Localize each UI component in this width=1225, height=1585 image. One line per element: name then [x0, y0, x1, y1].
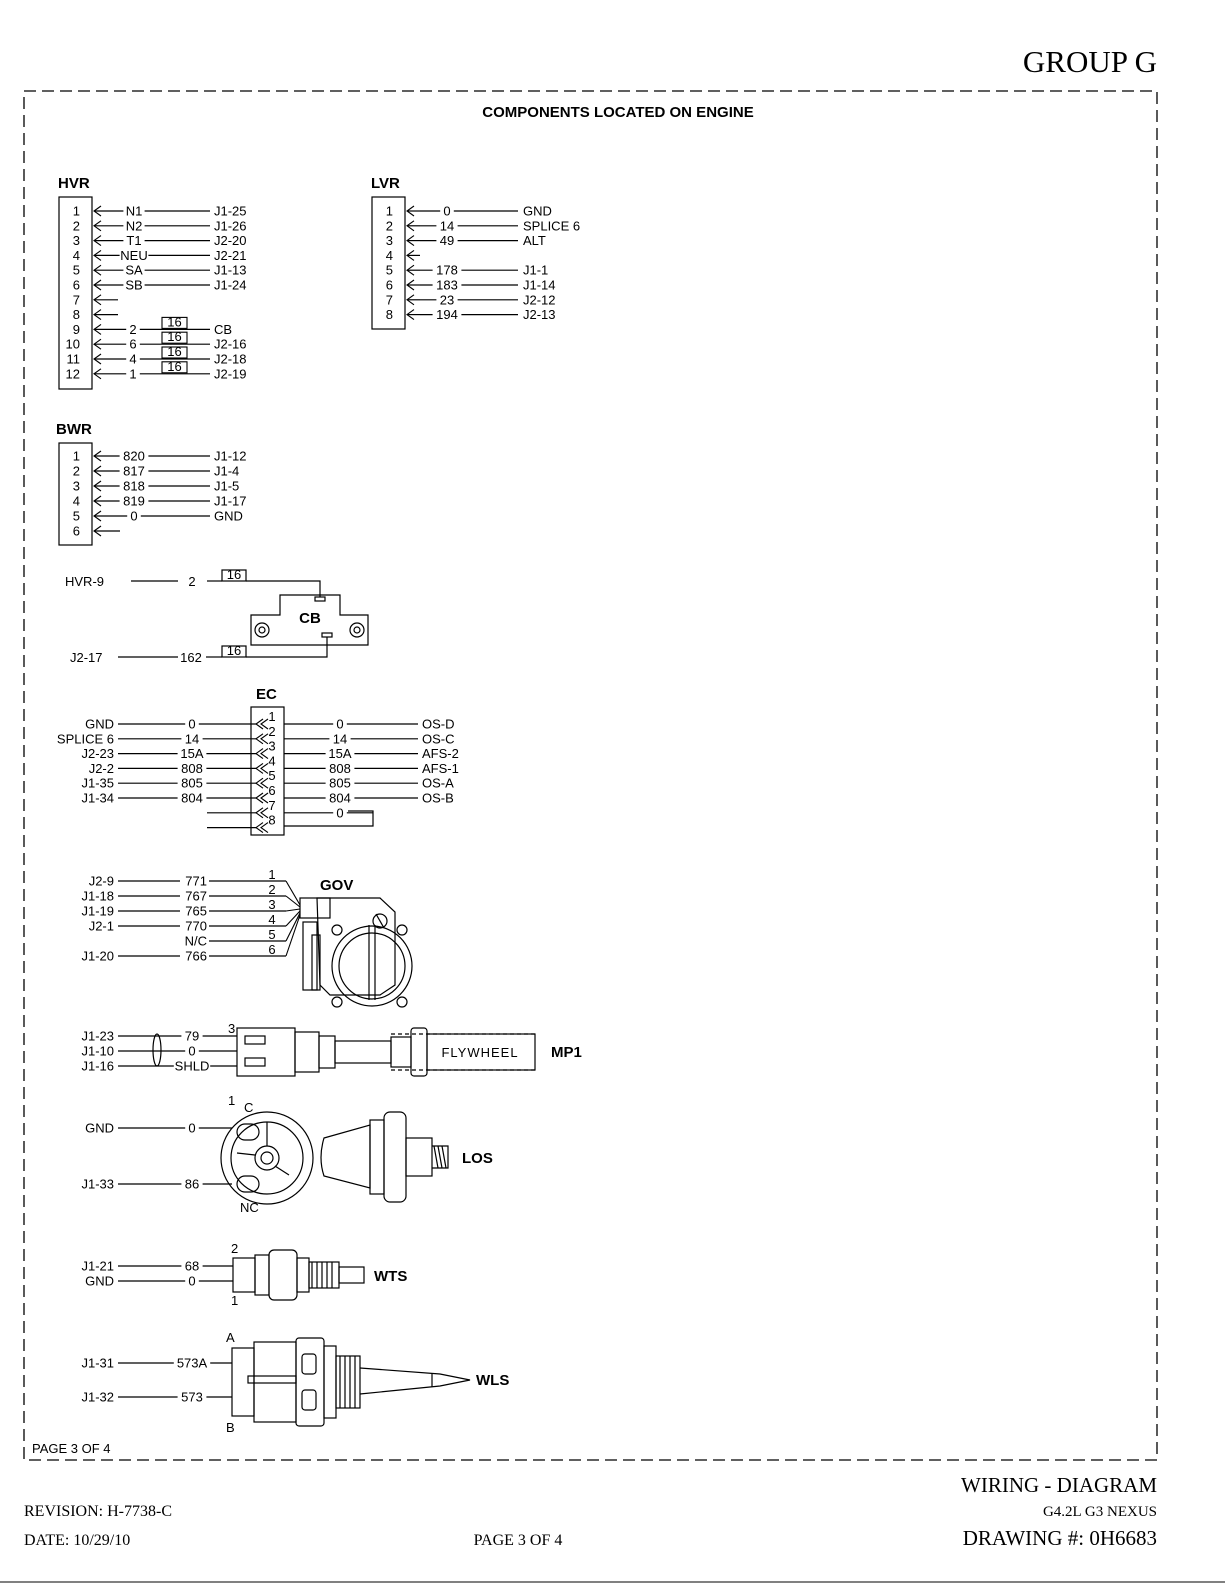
los-pin-bottom: NC	[240, 1200, 259, 1215]
los-wire-number: 86	[184, 1176, 200, 1192]
cb-top-wire: 2	[188, 574, 196, 589]
hvr-fuse-label: 16	[167, 358, 182, 374]
ec-left-wire: 804	[181, 790, 203, 806]
ec-left-source: J2-23	[81, 746, 114, 762]
hvr-fuse-label: 16	[167, 344, 182, 359]
title-block	[0, 1473, 1225, 1582]
lvr-pin-row	[386, 248, 420, 263]
mp1-source: J1-23	[81, 1028, 114, 1044]
ec-right-destination: AFS-2	[422, 746, 459, 762]
mp1-body-text: FLYWHEEL	[441, 1045, 519, 1060]
lvr-pin-row	[386, 218, 580, 233]
ec-left-source: J1-35	[81, 775, 114, 791]
lvr-pin-row	[386, 278, 556, 293]
bwr-connector	[56, 421, 247, 545]
bwr-pin-row	[73, 494, 247, 509]
gov-wire-number: 770	[185, 918, 207, 934]
gov-source: J1-18	[81, 888, 114, 904]
diagram-page-note: PAGE 3 OF 4	[32, 1441, 111, 1456]
hvr-pin-row	[73, 218, 247, 233]
mp1-wire-number: SHLD	[174, 1058, 210, 1074]
diagram-title: COMPONENTS LOCATED ON ENGINE	[482, 104, 754, 121]
wls-level-switch	[81, 1330, 509, 1435]
hvr-destination: J2-16	[214, 336, 247, 352]
hvr-pin-number: 6	[72, 277, 80, 293]
hvr-pin-number: 3	[72, 233, 80, 249]
lvr-destination: J1-1	[523, 262, 549, 278]
los-source: J1-33	[81, 1176, 114, 1192]
ec-right-wire: 805	[329, 775, 351, 791]
wls-wire-row	[81, 1356, 232, 1371]
mp1-pin-bottom: 1	[228, 1093, 236, 1108]
wts-source: J1-21	[81, 1258, 114, 1274]
hvr-wire-number: N2	[125, 218, 143, 234]
gov-source: J1-19	[81, 903, 114, 919]
bwr-label: BWR	[56, 421, 92, 438]
ec-pin-number: 6	[268, 783, 276, 798]
bwr-pin-number: 6	[72, 523, 80, 539]
hvr-pin-number: 2	[72, 218, 80, 234]
bwr-pin-number: 2	[72, 463, 80, 479]
hvr-destination: J1-13	[214, 262, 247, 278]
bwr-wire-number: 818	[123, 478, 145, 494]
lvr-pin-number: 5	[385, 262, 393, 278]
hvr-destination: J1-26	[214, 218, 247, 234]
revision: REVISION: H-7738-C	[24, 1503, 172, 1520]
hvr-wire-number: NEU	[120, 247, 148, 263]
bwr-wire-number: 819	[123, 493, 145, 509]
lvr-pin-row	[386, 263, 549, 278]
lvr-wire-number: 14	[439, 218, 455, 234]
lvr-pin-number: 4	[385, 247, 393, 263]
wts-pin-top: 2	[231, 1241, 239, 1256]
lvr-wire-number: 23	[439, 292, 455, 308]
hvr-pin-row	[73, 314, 232, 337]
lvr-pin-number: 3	[385, 233, 393, 249]
gov-source: J2-9	[88, 873, 114, 889]
gov-wire-number: 765	[185, 903, 207, 919]
hvr-pin-number: 10	[65, 336, 80, 352]
cb-label: CB	[299, 610, 321, 627]
wts-temp-sender	[81, 1241, 407, 1308]
lvr-wire-number: 0	[443, 203, 451, 219]
gov-pin-number: 1	[268, 867, 276, 882]
mp1-label: MP1	[551, 1044, 582, 1061]
lvr-destination: J2-12	[523, 292, 556, 308]
los-wire-row	[85, 1121, 232, 1136]
los-oil-switch	[81, 1100, 492, 1215]
ec-connector	[57, 686, 459, 835]
lvr-wire-number: 194	[436, 307, 458, 323]
lvr-pin-number: 7	[385, 292, 393, 308]
cb-bottom-source: J2-17	[70, 650, 103, 665]
hvr-pin-number: 1	[72, 203, 80, 219]
bwr-destination: J1-17	[214, 493, 247, 509]
los-source: GND	[85, 1120, 114, 1136]
gov-pin-number: 6	[268, 942, 276, 957]
cb-top-fuse: 16	[226, 567, 242, 582]
bwr-pin-row	[73, 524, 120, 539]
mp1-wire-number: 0	[188, 1043, 196, 1059]
los-pin-top: C	[244, 1100, 254, 1115]
hvr-wire-number: 2	[129, 321, 137, 337]
ec-right-destination: OS-B	[422, 790, 454, 806]
bwr-pin-number: 4	[72, 493, 80, 509]
ec-left-wire: 0	[188, 716, 196, 732]
hvr-pin-number: 12	[65, 366, 80, 382]
mp1-pin-top: 3	[228, 1021, 236, 1036]
ec-pin-row	[57, 724, 455, 747]
hvr-wire-number: SB	[125, 277, 143, 293]
wls-source: J1-31	[81, 1355, 114, 1371]
gov-wire-number: 767	[185, 888, 207, 904]
hvr-pin-number: 9	[72, 321, 80, 337]
lvr-pin-number: 1	[385, 203, 393, 219]
ec-left-source: SPLICE 6	[56, 731, 114, 747]
lvr-destination: J2-13	[523, 307, 556, 323]
ec-right-wire: 808	[329, 760, 351, 776]
ec-left-source: J2-2	[88, 760, 114, 776]
ec-left-source: GND	[85, 716, 114, 732]
wts-wire-number: 68	[184, 1258, 200, 1274]
bwr-destination: J1-5	[214, 478, 240, 494]
wts-wire-row	[85, 1274, 233, 1289]
ec-pin-number: 7	[268, 797, 276, 813]
ec-left-wire: 15A	[180, 746, 204, 762]
ec-right-destination: OS-A	[422, 775, 454, 791]
mp1-wire-row	[81, 1059, 237, 1074]
drawing-title: WIRING - DIAGRAM	[961, 1473, 1157, 1497]
ec-pin-number: 2	[268, 723, 276, 739]
hvr-fuse-label: 16	[167, 329, 182, 345]
hvr-pin-row	[73, 278, 247, 293]
group-heading: GROUP G	[1022, 44, 1157, 79]
date: DATE: 10/29/10	[24, 1532, 131, 1549]
lvr-wire-number: 49	[439, 233, 455, 249]
bwr-pin-row	[73, 479, 240, 494]
bwr-wire-number: 0	[130, 508, 138, 524]
ec-right-wire: 0	[336, 716, 344, 732]
hvr-pin-number: 5	[72, 262, 80, 278]
wls-label: WLS	[476, 1372, 510, 1389]
ec-right-wire: 14	[332, 731, 348, 747]
lvr-wire-number: 183	[436, 277, 458, 293]
hvr-label: HVR	[58, 175, 90, 192]
gov-label: GOV	[320, 877, 354, 894]
wls-pin-top: A	[226, 1330, 235, 1345]
ec-left-source: J1-34	[81, 790, 114, 806]
lvr-pin-row	[386, 292, 556, 307]
los-label: LOS	[462, 1150, 493, 1167]
gov-pin-number: 3	[268, 897, 276, 912]
los-wire-row	[81, 1177, 232, 1192]
hvr-destination: J2-19	[214, 366, 247, 382]
hvr-pin-row	[73, 233, 247, 248]
hvr-wire-number: 6	[129, 336, 137, 352]
hvr-pin-number: 8	[72, 307, 80, 323]
hvr-pin-row	[73, 248, 247, 263]
gov-source: J2-1	[88, 918, 114, 934]
hvr-destination: J2-18	[214, 351, 247, 367]
ec-right-destination: OS-C	[422, 731, 455, 747]
wts-source: GND	[85, 1273, 114, 1289]
ec-pin-number: 4	[268, 753, 276, 769]
hvr-fuse-label: 16	[167, 314, 182, 330]
ec-pin-number: 5	[268, 768, 276, 784]
hvr-wire-number: 4	[129, 351, 137, 367]
wts-wire-row	[81, 1259, 233, 1274]
ec-right-wire: 804	[329, 790, 351, 806]
cb-circuit-breaker	[65, 567, 368, 665]
hvr-wire-number: SA	[125, 262, 143, 278]
hvr-pin-row	[73, 307, 118, 322]
ec-left-wire: 805	[181, 775, 203, 791]
lvr-destination: GND	[523, 203, 552, 219]
wls-wire-number: 573	[181, 1389, 203, 1405]
hvr-wire-number: N1	[125, 203, 143, 219]
mp1-wire-number: 79	[184, 1028, 200, 1044]
wls-pin-bottom: B	[226, 1420, 235, 1435]
mp1-wire-row	[81, 1044, 237, 1059]
gov-pin-number: 2	[268, 882, 276, 897]
gov-governor	[81, 867, 412, 1007]
bwr-pin-row	[73, 509, 243, 524]
lvr-wire-number: 178	[436, 262, 458, 278]
gov-source: J1-20	[81, 948, 114, 964]
ec-right-destination: AFS-1	[422, 760, 459, 776]
hvr-wire-number: T1	[126, 233, 142, 249]
wts-wire-number: 0	[188, 1273, 196, 1289]
bwr-wire-number: 820	[123, 448, 145, 464]
lvr-connector	[371, 175, 580, 329]
lvr-pin-row	[386, 307, 556, 322]
wts-label: WTS	[374, 1268, 408, 1285]
lvr-pin-number: 8	[385, 307, 393, 323]
bwr-wire-number: 817	[123, 463, 145, 479]
gov-wire-number: 766	[185, 948, 207, 964]
wls-source: J1-32	[81, 1389, 114, 1405]
cb-bottom-wire: 162	[180, 650, 202, 665]
gov-wire-number: 771	[185, 873, 207, 889]
ec-pin-number: 8	[268, 812, 276, 828]
wls-wire-number: 573A	[176, 1355, 208, 1371]
mp1-source: J1-10	[81, 1043, 114, 1059]
page-number: PAGE 3 OF 4	[473, 1532, 563, 1549]
hvr-destination: J1-24	[214, 277, 247, 293]
bwr-pin-number: 3	[72, 478, 80, 494]
hvr-pin-row	[73, 204, 247, 219]
bwr-destination: GND	[214, 508, 243, 524]
cb-bottom-fuse: 16	[226, 643, 242, 658]
hvr-destination: J2-21	[214, 247, 247, 263]
hvr-destination: J2-20	[214, 233, 247, 249]
hvr-destination: CB	[214, 321, 233, 337]
hvr-pin-number: 7	[72, 292, 80, 308]
bwr-destination: J1-12	[214, 448, 247, 464]
ec-right-destination: OS-D	[422, 716, 455, 732]
ec-left-wire: 808	[181, 760, 203, 776]
lvr-label: LVR	[371, 175, 400, 192]
hvr-destination: J1-25	[214, 203, 247, 219]
hvr-pin-row	[73, 263, 247, 278]
lvr-pin-row	[386, 204, 552, 219]
ec-pin-number: 3	[268, 738, 276, 754]
wts-pin-bottom: 1	[231, 1293, 239, 1308]
lvr-destination: J1-14	[523, 277, 556, 293]
gov-pin-number: 4	[268, 912, 276, 927]
los-wire-number: 0	[188, 1120, 196, 1136]
lvr-destination: SPLICE 6	[523, 218, 581, 234]
gov-wire-number: N/C	[184, 933, 207, 949]
ec-label: EC	[256, 686, 277, 703]
lvr-pin-number: 6	[385, 277, 393, 293]
mp1-magnetic-pickup	[81, 1021, 581, 1108]
bwr-destination: J1-4	[214, 463, 240, 479]
ec-right-wire: 15A	[328, 746, 352, 762]
hvr-wire-number: 1	[129, 366, 137, 382]
drawing-number: DRAWING #: 0H6683	[962, 1526, 1157, 1550]
wls-wire-row	[81, 1390, 232, 1405]
ec-pin-number: 1	[268, 709, 276, 724]
bwr-pin-row	[73, 449, 247, 464]
mp1-source: J1-16	[81, 1058, 114, 1074]
lvr-pin-row	[386, 233, 546, 248]
model: G4.2L G3 NEXUS	[1042, 1504, 1157, 1520]
bwr-pin-number: 5	[72, 508, 80, 524]
hvr-pin-number: 11	[66, 351, 80, 367]
bwr-pin-number: 1	[72, 448, 80, 464]
cb-top-source: HVR-9	[65, 574, 105, 589]
lvr-pin-number: 2	[385, 218, 393, 234]
lvr-destination: ALT	[523, 233, 546, 249]
ec-right-wire: 0	[336, 805, 344, 821]
hvr-connector	[58, 175, 247, 389]
bwr-pin-row	[73, 464, 240, 479]
hvr-pin-row	[73, 292, 118, 307]
gov-pin-number: 5	[268, 927, 276, 942]
hvr-pin-number: 4	[72, 247, 80, 263]
ec-left-wire: 14	[184, 731, 200, 747]
